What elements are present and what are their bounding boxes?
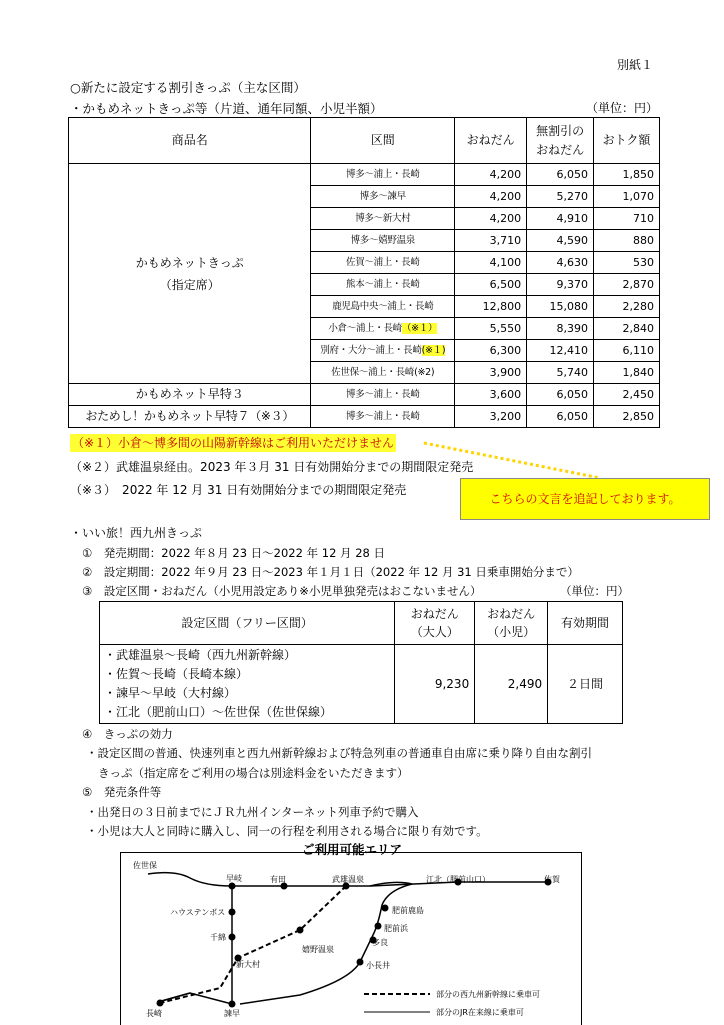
row-savings: 880 — [594, 230, 660, 252]
row-regular: 9,370 — [527, 274, 594, 296]
product-otameshi-hayatoku7: おためし！かもめネット早特７（※３） — [69, 406, 311, 428]
row-section-note: (※１) — [421, 345, 446, 356]
effect-line-1: ・設定区間の普通、快速列車と西九州新幹線および特急列車の普通車自由席に乗り降り自由な割引 — [86, 746, 592, 760]
row-price: 4,200 — [455, 186, 527, 208]
header-savings: おトク額 — [594, 118, 660, 164]
iitabi-item-3: ③ 設定区間・おねだん（小児用設定あり※小児単独発売はおこないません） — [82, 584, 482, 598]
row-savings: 2,850 — [594, 406, 660, 428]
row-savings: 710 — [594, 208, 660, 230]
row-regular: 4,590 — [527, 230, 594, 252]
station-chiwata: 千綿 — [210, 933, 226, 942]
row-price: 6,500 — [455, 274, 527, 296]
callout-box: こちらの文言を追記しております。 — [460, 478, 710, 520]
adult-price: 9,230 — [395, 645, 475, 724]
row-savings: 530 — [594, 252, 660, 274]
row-regular: 6,050 — [527, 406, 594, 428]
row-savings: 1,850 — [594, 164, 660, 186]
row-price: 3,900 — [455, 362, 527, 384]
legend-shinkansen: 部分の西九州新幹線に乗車可 — [436, 990, 540, 999]
condition-line-1: ・出発日の３日前までにＪＲ九州インターネット列車予約で購入 — [86, 805, 419, 819]
station-arita: 有田 — [270, 875, 286, 884]
row-regular: 4,630 — [527, 252, 594, 274]
row-section-main: 別府・大分～浦上・長崎 — [320, 345, 422, 356]
kamome-unit: （単位：円） — [586, 101, 659, 115]
main-heading: ○新たに設定する割引きっぷ（主な区間） — [70, 80, 306, 95]
condition-line-2: ・小児は大人と同時に購入し、同一の行程を利用される場合に限り有効です。 — [86, 824, 488, 838]
header-free-section: 設定区間（フリー区間） — [100, 602, 395, 645]
station-shin-omura: 新大村 — [236, 960, 260, 969]
row-section: 博多～浦上・長崎 — [311, 406, 455, 428]
iitabi-title: ・いい旅！西九州きっぷ — [70, 526, 203, 540]
row-savings: 2,870 — [594, 274, 660, 296]
effect-line-2: きっぷ（指定席をご利用の場合は別途料金をいただきます） — [98, 766, 409, 780]
free-section-item: ・諫早～早岐（大村線） — [104, 686, 237, 700]
row-savings: 1,840 — [594, 362, 660, 384]
row-regular: 15,080 — [527, 296, 594, 318]
station-takeo-onsen: 武雄温泉 — [332, 875, 364, 884]
header-child-line1: おねだん — [487, 607, 536, 621]
header-adult-line1: おねだん — [410, 607, 459, 621]
row-regular: 5,740 — [527, 362, 594, 384]
free-section-item: ・佐賀～長崎（長崎本線） — [104, 667, 249, 681]
document-label: 別紙１ — [617, 58, 654, 72]
header-child-line2: （小児） — [487, 625, 536, 639]
header-product: 商品名 — [69, 118, 311, 164]
iitabi-unit: （単位：円） — [560, 584, 629, 598]
station-nagasaki: 長崎 — [146, 1009, 162, 1018]
row-section: 博多～浦上・長崎 — [311, 164, 455, 186]
row-regular: 5,270 — [527, 186, 594, 208]
product-seat-type: （指定席） — [159, 277, 220, 292]
station-haiki: 早岐 — [226, 874, 242, 883]
free-section-item: ・江北（肥前山口）～佐世保（佐世保線） — [104, 705, 333, 719]
station-konagai: 小長井 — [366, 961, 390, 970]
station-saga: 佐賀 — [544, 875, 560, 884]
row-savings: 2,450 — [594, 384, 660, 406]
station-ureshino-onsen: 嬉野温泉 — [302, 945, 334, 954]
station-isahaya: 諫早 — [224, 1009, 240, 1018]
row-section: 博多～新大村 — [311, 208, 455, 230]
row-savings: 1,070 — [594, 186, 660, 208]
row-regular: 4,910 — [527, 208, 594, 230]
row-section: 佐賀～浦上・長崎 — [311, 252, 455, 274]
row-section: 博多～諫早 — [311, 186, 455, 208]
row-regular: 12,410 — [527, 340, 594, 362]
row-regular: 8,390 — [527, 318, 594, 340]
note-3: （※３） 2022 年 12 月 31 日有効開始分までの期間限定発売 — [70, 483, 407, 497]
station-huis-ten-bosch: ハウステンボス — [170, 908, 226, 917]
iitabi-item-5: ⑤ 発売条件等 — [82, 785, 162, 799]
row-price: 3,200 — [455, 406, 527, 428]
validity-period: ２日間 — [548, 645, 623, 724]
header-section: 区間 — [311, 118, 455, 164]
row-savings: 2,840 — [594, 318, 660, 340]
note-2: （※２）武雄温泉経由。2023 年３月 31 日有効開始分までの期間限定発売 — [70, 460, 474, 474]
legend-conventional: 部分のJR在来線に乗車可 — [436, 1008, 524, 1017]
header-price: おねだん — [455, 118, 527, 164]
header-no-discount-line1: 無割引の — [536, 123, 585, 138]
station-kohoku: 江北（肥前山口） — [426, 875, 490, 884]
row-price: 5,550 — [455, 318, 527, 340]
iitabi-item-1: ① 発売期間：2022 年８月 23 日～2022 年 12 月 28 日 — [82, 546, 385, 560]
row-regular: 6,050 — [527, 164, 594, 186]
row-price: 3,600 — [455, 384, 527, 406]
station-hizen-kashima: 肥前鹿島 — [392, 906, 424, 915]
header-validity: 有効期間 — [548, 602, 623, 645]
row-section: 佐世保～浦上・長崎(※2) — [311, 362, 455, 384]
row-price: 3,710 — [455, 230, 527, 252]
row-price: 12,800 — [455, 296, 527, 318]
row-section-main: 小倉～浦上・長崎 — [328, 323, 402, 334]
row-section: 熊本～浦上・長崎 — [311, 274, 455, 296]
row-price: 4,200 — [455, 208, 527, 230]
station-tara: 多良 — [372, 938, 388, 947]
product-name: かもめネットきっぷ — [135, 255, 244, 270]
row-section: 博多～嬉野温泉 — [311, 230, 455, 252]
header-adult-line2: （大人） — [410, 625, 459, 639]
row-section: 博多～浦上・長崎 — [311, 384, 455, 406]
kamome-subheading: ・かもめネットきっぷ等（片道、通年同額、小児半額） — [70, 101, 383, 116]
row-savings: 2,280 — [594, 296, 660, 318]
child-price: 2,490 — [475, 645, 548, 724]
product-kamome-hayatoku3: かもめネット早特３ — [69, 384, 311, 406]
row-section-note: （※１） — [401, 323, 438, 334]
station-sasebo: 佐世保 — [133, 861, 157, 870]
station-hizen-hama: 肥前浜 — [384, 924, 408, 933]
row-price: 6,300 — [455, 340, 527, 362]
iitabi-item-4: ④ きっぷの効力 — [82, 727, 173, 741]
note-1-highlight: （※１）小倉～博多間の山陽新幹線はご利用いただけません — [72, 436, 395, 450]
row-savings: 6,110 — [594, 340, 660, 362]
row-regular: 6,050 — [527, 384, 594, 406]
row-price: 4,100 — [455, 252, 527, 274]
row-price: 4,200 — [455, 164, 527, 186]
iitabi-item-2: ② 設定期間：2022 年９月 23 日～2023 年１月１日（2022 年 12 月 31 日乗車開始分まで） — [82, 565, 579, 579]
row-section: 鹿児島中央～浦上・長崎 — [311, 296, 455, 318]
header-no-discount-line2: おねだん — [536, 142, 585, 157]
map-title: ご利用可能エリア — [302, 842, 403, 857]
free-section-item: ・武雄温泉～長崎（西九州新幹線） — [104, 648, 297, 662]
